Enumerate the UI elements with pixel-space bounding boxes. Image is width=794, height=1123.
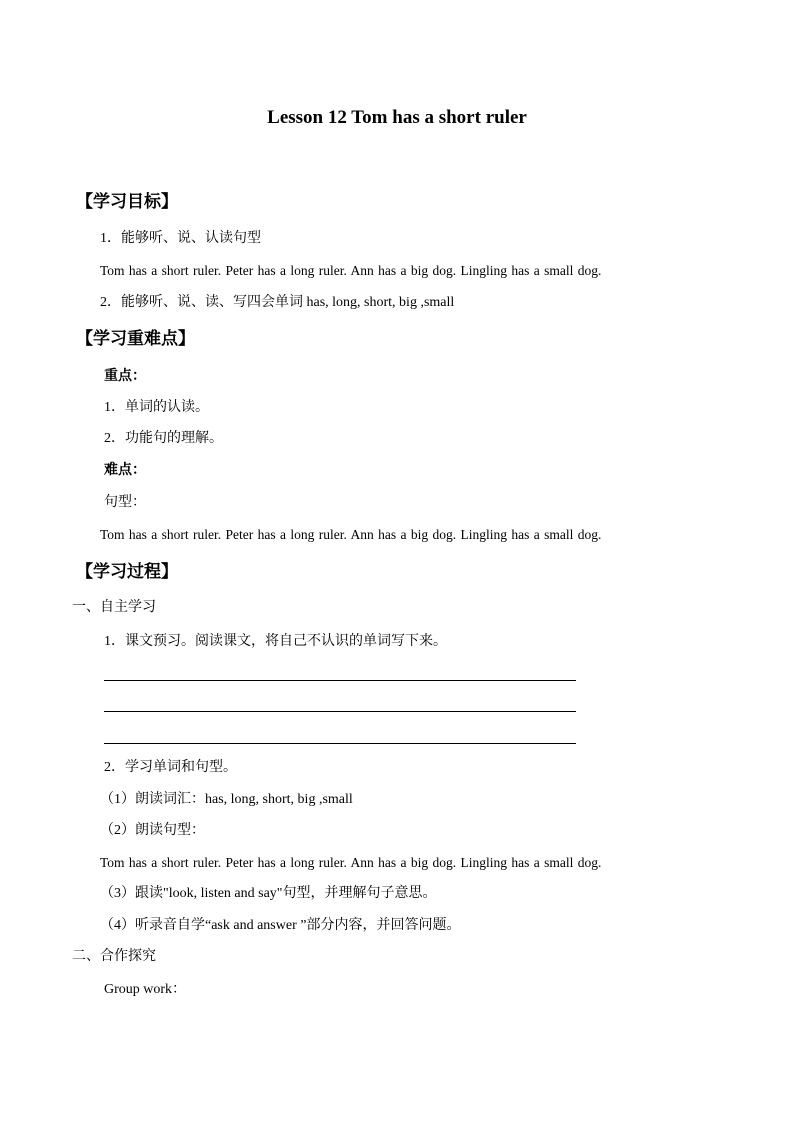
part-self-study: 一、自主学习 bbox=[72, 600, 156, 615]
difficult-points-label: 难点： bbox=[104, 463, 146, 478]
process-sentences: Tom has a short ruler. Peter has a long ruler. Ann has a big dog. Lingling has a small dog. bbox=[100, 855, 602, 870]
key-points-label: 重点： bbox=[104, 369, 146, 384]
sentence-pattern-label: 句型： bbox=[104, 495, 146, 510]
sub-read-patterns: （2）朗读句型： bbox=[100, 823, 205, 838]
goal-item-2: 2．能够听、说、读、写四会单词 has, long, short, big ,small bbox=[100, 295, 455, 310]
key-point-1: 1．单词的认读。 bbox=[104, 400, 209, 415]
sub-read-words: （1）朗读词汇：has, long, short, big ,small bbox=[100, 792, 353, 807]
step-words-patterns: 2．学习单词和句型。 bbox=[104, 760, 237, 775]
step-preview: 1．课文预习。阅读课文，将自己不认识的单词写下来。 bbox=[104, 634, 447, 649]
heading-learning-process: 【学习过程】 bbox=[76, 562, 178, 581]
answer-line[interactable] bbox=[104, 711, 576, 712]
lesson-title: Lesson 12 Tom has a short ruler bbox=[267, 107, 527, 128]
answer-line[interactable] bbox=[104, 680, 576, 681]
key-point-2: 2．功能句的理解。 bbox=[104, 431, 223, 446]
heading-key-difficult-points: 【学习重难点】 bbox=[76, 329, 195, 348]
goal-item-1: 1．能够听、说、认读句型 bbox=[100, 231, 261, 246]
answer-line[interactable] bbox=[104, 743, 576, 744]
sub-follow-read: （3）跟读"look, listen and say"句型，并理解句子意思。 bbox=[100, 886, 437, 901]
goal-sentences: Tom has a short ruler. Peter has a long ruler. Ann has a big dog. Lingling has a small dog. bbox=[100, 263, 602, 278]
group-work-label: Group work： bbox=[104, 982, 187, 997]
difficult-sentences: Tom has a short ruler. Peter has a long ruler. Ann has a big dog. Lingling has a small dog. bbox=[100, 527, 602, 542]
heading-learning-goals: 【学习目标】 bbox=[76, 192, 178, 211]
sub-listen-answer: （4）听录音自学“ask and answer ”部分内容，并回答问题。 bbox=[100, 918, 461, 933]
part-cooperative-inquiry: 二、合作探究 bbox=[72, 949, 156, 964]
